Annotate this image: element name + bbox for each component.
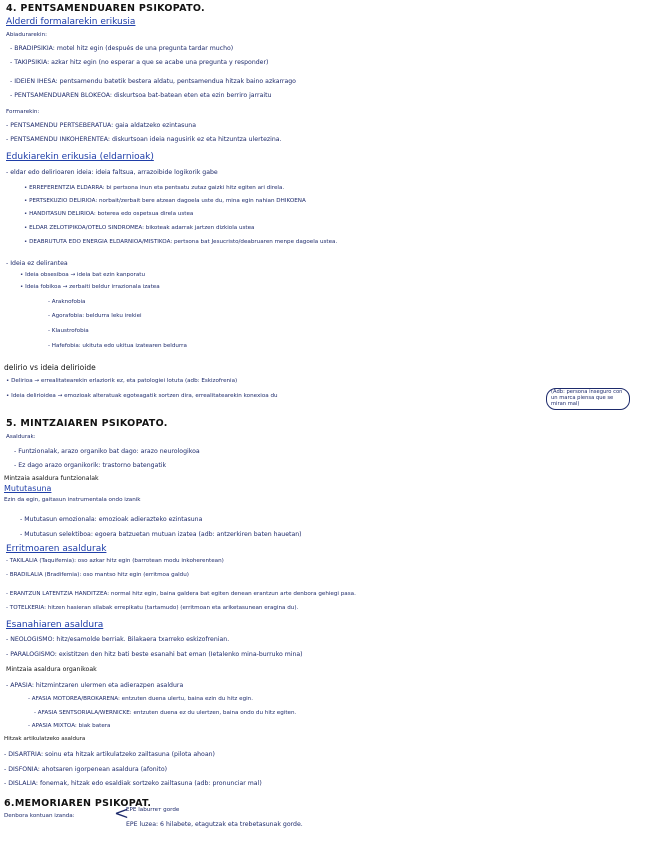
bullet-delirioa: • Delirioa → errealitatearekin erlaziorik ez, eta patologiei lotuta (adb: Eskizofrenia) bbox=[6, 378, 238, 384]
item-paralogismo: - PARALOGISMO: existitzen den hitz bati beste esanahi bat eman (Ietalenko mina-burruko mina) bbox=[6, 651, 303, 658]
item-eldar-intro: - eldar edo delirioaren ideia: ideia faltsua, arrazoibide logikorik gabe bbox=[6, 169, 218, 176]
memory-long-term: EPE luzea: 6 hilabete, etagutzak eta trebetasunak gorde. bbox=[126, 821, 303, 828]
fobia-araknofobia: - Araknofobia bbox=[48, 299, 86, 305]
label-abiadura: Abiadurarekin: bbox=[6, 32, 48, 38]
example-note-bubble: (Adb: persona inseguro con un marca piensa que se miran mal) bbox=[546, 388, 630, 410]
item-mututasun-emozionala: - Mututasun emozionala: emozioak adierazteko ezintasuna bbox=[20, 516, 203, 523]
item-pertseberatua: - PENTSAMENDU PERTSEBERATUA: gaia aldatzeko ezintasuna bbox=[6, 122, 196, 129]
subsection-eduki-title: Edukiarekin erikusia (eldarnioak) bbox=[6, 152, 154, 162]
esanahi-title: Esanahiaren asaldura bbox=[6, 620, 104, 630]
mututasuna-intro: Ezin da egin, gaitasun instrumentala ondo izanik bbox=[4, 497, 141, 503]
bullet-erreferentzia: • ERREFERENTZIA ELDARRA: bi pertsona inun eta pentsatu zutaz gaizki hitz egiten ari direla. bbox=[24, 185, 285, 191]
label-denbora: Denbora kontuan izanda: bbox=[4, 813, 75, 819]
item-bradilalia: - BRADILALIA (Bradifemia): oso mantso hitz egin (erritmoa galdu) bbox=[6, 572, 189, 578]
bullet-zelotipiko: • ELDAR ZELOTIPIKOA/OTELO SINDROMEA: bikoteak adarrak jartzen dizkiola ustea bbox=[24, 225, 255, 231]
item-ez-organiko: - Ez dago arazo organikorik: trastorno batengatik bbox=[14, 462, 167, 469]
bullet-handitasun: • HANDITASUN DELIRIOA: boterea edo ospetsua direla ustea bbox=[24, 211, 194, 217]
subsection-formal-title: Alderdi formalarekin erikusia bbox=[6, 17, 136, 27]
section-5-title: 5. MINTZAIAREN PSIKOPATO. bbox=[6, 418, 168, 429]
section-4-title: 4. PENTSAMENDUAREN PSIKOPATO. bbox=[6, 3, 205, 14]
item-dislalia: - DISLALIA: fonemak, hitzak edo esaldiak sortzeko zailtasuna (adb: pronunciar mal) bbox=[4, 780, 262, 787]
item-mututasun-selektiboa: - Mututasun selektiboa: egoera batzuetan mutuan izatea (adb: antzerkiren baten hauetan) bbox=[20, 531, 302, 538]
item-bradipsikia: - BRADIPSIKIA: motel hitz egin (después de una pregunta tardar mucho) bbox=[10, 45, 234, 52]
item-funtzionalak: - Funtzionalak, arazo organiko bat dago: arazo neurologikoa bbox=[14, 448, 200, 455]
bullet-ideia-obsesiboa: • Ideia obsesiboa → ideia bat ezin kanporatu bbox=[20, 272, 145, 278]
fobia-agorafobia: - Agorafobia: beldurra leku irekiei bbox=[48, 313, 142, 319]
item-afasia-sentsoriala: - AFASIA SENTSORIALA/WERNICKE: entzuten duena ez du ulertzen, baina ondo du hitz egiten. bbox=[34, 710, 297, 716]
item-erantzun-latentzia: - ERANTZUN LATENTZIA HANDITZEA: normal hitz egin, baina galdera bat egiten denean erantzun arte denbora gehiegi pasa. bbox=[6, 591, 356, 597]
item-takipsikia: - TAKIPSIKIA: azkar hitz egin (no esperar a que se acabe una pregunta y responder) bbox=[10, 59, 269, 66]
item-totelkeria: - TOTELKERIA: hitzen hasieran silabak errepikatu (tartamudo) (erritmoan eta ariketasunean eragina du). bbox=[6, 605, 299, 611]
bullet-deabrututa: • DEABRUTUTA EDO ENERGIA ELDARNIOA/MISTIKOA: pertsona bat Jesucristo/deabruaren menpe dagoela ustea. bbox=[24, 239, 338, 245]
memory-short-term: EPE laburreт gorde bbox=[126, 807, 180, 813]
delirio-vs-title: delirio vs ideia delirioide bbox=[4, 363, 96, 372]
label-mintzaia-funtzionalak: Mintzaia asaldura funtzionalak bbox=[4, 475, 99, 482]
item-disartria: - DISARTRIA: soinu eta hitzak artikulatzeko zailtasuna (pilota ahoan) bbox=[4, 751, 215, 758]
item-blokeoa: - PENTSAMENDUAREN BLOKEOA: diskurtsoa bat-batean eten eta ezin berriro jarraitu bbox=[10, 92, 272, 99]
item-neologismo: - NEOLOGISMO: hitz/esamolde berriak. Bilakaera txarreko eskizofrenian. bbox=[6, 636, 230, 643]
ideia-ez-delirantea-title: - Ideia ez delirantea bbox=[6, 260, 68, 267]
fobia-hafefobia: - Hafefobia: ukituta edo ukitua izatearen beldurra bbox=[48, 343, 187, 349]
organikoak-title: Mintzaia asaldura organikoak bbox=[6, 666, 97, 673]
bullet-ideia-delirioidea: • Ideia delirioidea → emozioak alteratuak egoteagatik sortzen dira, errealitatearekin konexioa du bbox=[6, 393, 278, 399]
item-apasia: - APASIA: hitzmintzaren ulermen eta adierazpen asaldura bbox=[6, 682, 184, 689]
mututasuna-title: Mututasuna bbox=[4, 484, 52, 493]
fobia-klaustrofobia: - Klaustrofobia bbox=[48, 328, 89, 334]
bullet-ideia-fobikoa: • Ideia fobikoa → zerbaiti beldur irrazionala izatea bbox=[20, 284, 160, 290]
item-afasia-motorea: - AFASIA MOTOREA/BROKARENA: entzuten duena ulertu, baina ezin du hitz egin. bbox=[28, 696, 253, 702]
label-asaldurak: Asaldurak: bbox=[6, 434, 36, 440]
item-inkoherentea: - PENTSAMENDU INKOHERENTEA: diskurtsoan ideia nagusirik ez eta hitzuntza ulertezina. bbox=[6, 136, 282, 143]
label-forma: Formarekin: bbox=[6, 109, 40, 115]
item-apasia-mixtoa: - APASIA MIXTOA: biak batera bbox=[28, 723, 111, 729]
branch-brace-icon: < bbox=[114, 803, 130, 824]
item-disfonia: - DISFONIA: ahotsaren igorpenean asaldura (afonito) bbox=[4, 766, 168, 773]
label-artikulatzeko: Hitzak artikulatzeko asaldura bbox=[4, 736, 86, 742]
item-takilalia: - TAKILALIA (Taquifemia): oso azkar hitz egin (barrotean modu inkoherentean) bbox=[6, 558, 224, 564]
erritmo-title: Erritmoaren asaldurak bbox=[6, 544, 107, 554]
bullet-pertsekuzio: • PERTSEKUZIO DELIRIOA: norbait/zerbait bere atzean dagoela uste du, mina egin nahian DHIKOENA bbox=[24, 198, 306, 204]
item-ideien-ihesa: - IDEIEN IHESA: pentsamendu batetik bestera aldatu, pentsamendua hitzak baino azkarrago bbox=[10, 78, 296, 85]
section-6-title: 6.MEMORIAREN PSIKOPAT. bbox=[4, 798, 152, 809]
